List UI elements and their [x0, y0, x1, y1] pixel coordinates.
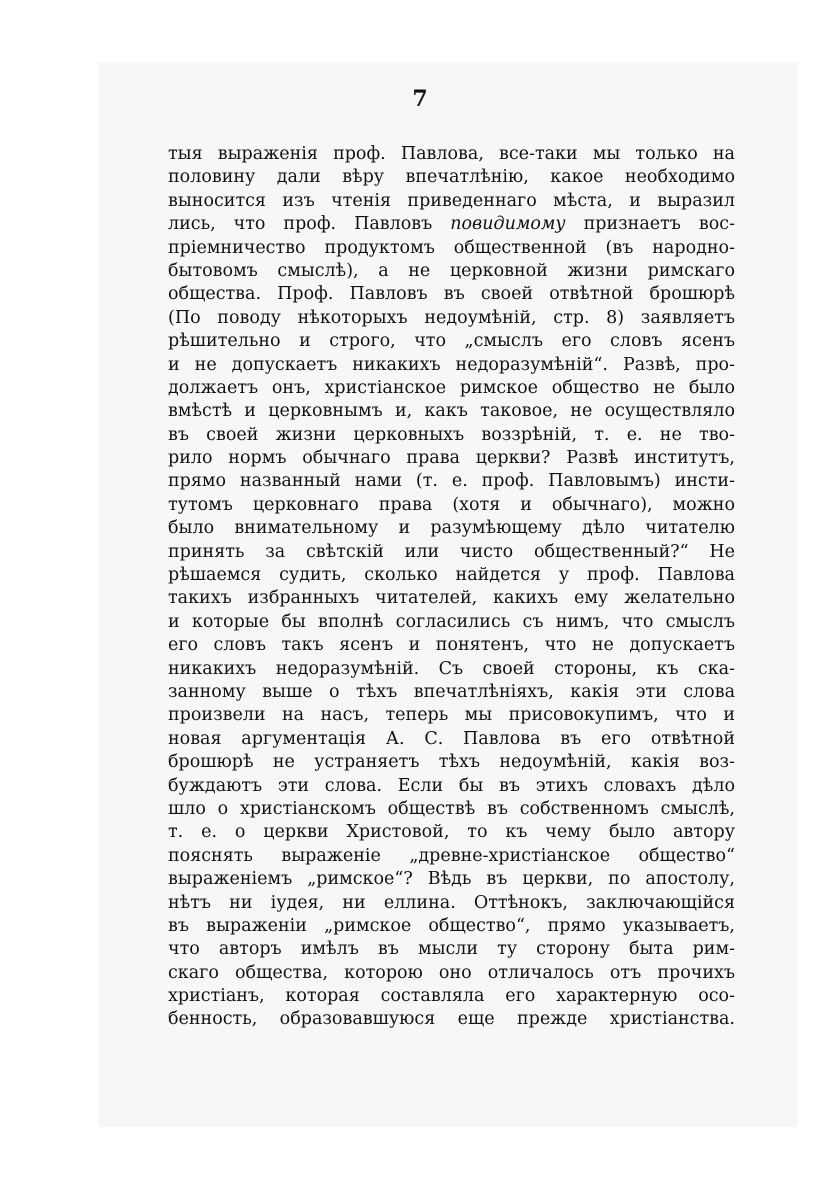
text-line: и не допускаетъ никакихъ недоразумѣній“. Развѣ, про-	[168, 354, 735, 375]
text-line: занному выше о тѣхъ впечатлѣніяхъ, какія эти слова	[168, 681, 735, 702]
text-line: буждаютъ эти слова. Если бы въ этихъ словахъ дѣло	[168, 775, 735, 796]
page-number: 7	[412, 86, 428, 112]
text-line: выраженіемъ „римское“? Вѣдь въ церкви, по апостолу,	[168, 869, 735, 890]
text-line: никакихъ недоразумѣній. Съ своей стороны, къ ска-	[168, 658, 735, 679]
text-line: и которые бы вполнѣ согласились съ нимъ, что смыслъ	[168, 611, 735, 632]
text-line: произвели на насъ, теперь мы присовокупимъ, что и	[168, 705, 735, 726]
italic-emphasis: повидимому	[450, 214, 566, 235]
text-fragment: признаетъ вос-	[565, 214, 735, 235]
text-line: принять за свѣтскій или чисто общественный?“ Не	[168, 541, 735, 562]
text-line: новая аргументація А. С. Павлова въ его отвѣтной	[168, 728, 735, 749]
text-line: рило нормъ обычнаго права церкви? Развѣ институтъ,	[168, 448, 735, 469]
text-line: въ своей жизни церковныхъ воззрѣній, т. е. не тво-	[168, 424, 735, 445]
text-line: тутомъ церковнаго права (хотя и обычнаго), можно	[168, 494, 735, 515]
text-line: такихъ избранныхъ читателей, какихъ ему желательно	[168, 588, 735, 609]
text-line: рѣшительно и строго, что „смыслъ его словъ ясенъ	[168, 331, 735, 352]
text-line: нѣтъ ни іудея, ни еллина. Оттѣнокъ, заключающійся	[168, 892, 735, 913]
text-line: должаетъ онъ, христіанское римское общество не было	[168, 377, 735, 398]
text-line: бытовомъ смыслѣ), а не церковной жизни римскаго	[168, 260, 735, 281]
text-line: шло о христіанскомъ обществѣ въ собственномъ смыслѣ,	[168, 798, 735, 819]
text-line: половину дали вѣру впечатлѣнію, какое необходимо	[168, 167, 735, 188]
text-line: его словъ такъ ясенъ и понятенъ, что не допускаетъ	[168, 635, 735, 656]
text-line: пояснять выраженіе „древне-христіанское общество“	[168, 845, 735, 866]
text-fragment: лись, что проф. Павловъ	[168, 214, 451, 235]
text-line: выносится изъ чтенія приведеннаго мѣста, и выразил	[168, 190, 735, 211]
text-line: рѣшаемся судить, сколько найдется у проф. Павлова	[168, 565, 735, 586]
text-line: было внимательному и разумѣющему дѣло читателю	[168, 518, 735, 539]
text-line	[168, 213, 735, 236]
text-line: т. е. о церкви Христовой, то къ чему было автору	[168, 822, 735, 843]
text-line: христіанъ, которая составляла его характерную осо-	[168, 986, 735, 1007]
body-text	[168, 143, 735, 1032]
text-line: бенность, образовавшуюся еще прежде христіанства.	[168, 1009, 735, 1030]
text-line: брошюрѣ не устраняетъ тѣхъ недоумѣній, какія воз-	[168, 752, 735, 773]
text-line: въ выраженіи „римское общество“, прямо указываетъ,	[168, 915, 735, 936]
text-line: прямо названный нами (т. е. проф. Павловымъ) инсти-	[168, 471, 735, 492]
text-line: общества. Проф. Павловъ въ своей отвѣтной брошюрѣ	[168, 284, 735, 305]
text-line: (По поводу нѣкоторыхъ недоумѣній, стр. 8) заявляетъ	[168, 307, 735, 328]
text-line: тыя выраженія проф. Павлова, все-таки мы только на	[168, 144, 735, 164]
text-line: что авторъ имѣлъ въ мысли ту сторону быта рим-	[168, 939, 735, 960]
text-line: вмѣстѣ и церковнымъ и, какъ таковое, не осуществляло	[168, 401, 735, 422]
text-line: скаго общества, которою оно отличалось отъ прочихъ	[168, 962, 735, 983]
text-line: пріемничество продуктомъ общественной (въ народно-	[168, 237, 735, 258]
